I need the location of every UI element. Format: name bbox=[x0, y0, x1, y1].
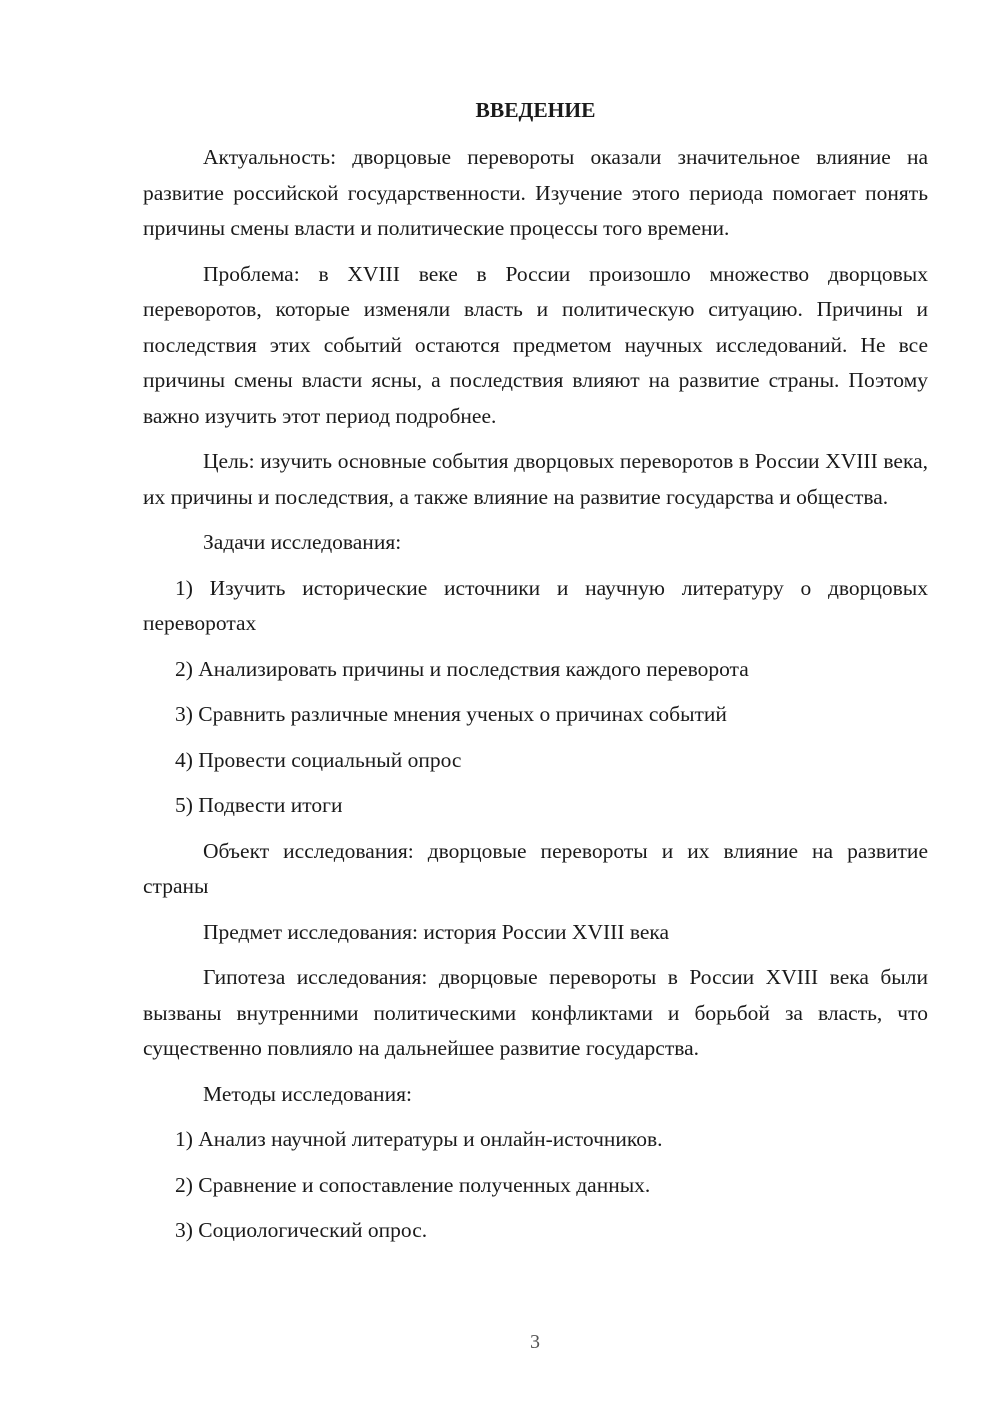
task-item: 3) Сравнить различные мнения ученых о причинах событий bbox=[175, 702, 727, 726]
task-item: 2) Анализировать причины и последствия каждого переворота bbox=[175, 656, 749, 681]
relevance-paragraph: Актуальность: дворцовые перевороты оказали значительное влияние на развитие российской государственности. Изучение этого периода помогает понять причины смены власти и политические процессы того времени. bbox=[143, 145, 928, 240]
task-item: 1) Изучить исторические источники и научную литературу о дворцовых переворотах bbox=[143, 575, 928, 635]
task-item: 4) Провести социальный опрос bbox=[175, 747, 462, 772]
page-number: 3 bbox=[530, 1331, 540, 1353]
method-item: 2) Сравнение и сопоставление полученных данных. bbox=[175, 1172, 651, 1197]
goal-paragraph: Цель: изучить основные события дворцовых переворотов в России XVIII века, их причины и последствия, а также влияние на развитие государства и общества. bbox=[143, 449, 928, 509]
tasks-heading: Задачи исследования: bbox=[203, 530, 402, 554]
object-paragraph: Объект исследования: дворцовые перевороты и их влияние на развитие страны bbox=[143, 838, 928, 898]
task-item: 5) Подвести итоги bbox=[175, 793, 343, 817]
problem-paragraph: Проблема: в XVIII веке в России произошло множество дворцовых переворотов, которые изменяли власть и политическую ситуацию. Причины и последствия этих событий остаются предметом научных исследований. Не все причины смены власти ясны, а последствия влияют на развитие страны. Поэтому важно изучить этот период подробнее. bbox=[143, 261, 928, 428]
document-page bbox=[143, 92, 928, 1259]
method-item: 3) Социологический опрос. bbox=[175, 1218, 428, 1242]
section-title: ВВЕДЕНИЕ bbox=[475, 98, 596, 122]
method-item: 1) Анализ научной литературы и онлайн-источников. bbox=[175, 1127, 663, 1151]
subject-paragraph: Предмет исследования: история России XVIII века bbox=[203, 919, 670, 944]
methods-heading: Методы исследования: bbox=[203, 1081, 412, 1106]
hypothesis-paragraph: Гипотеза исследования: дворцовые перевороты в России XVIII века были вызваны внутренними политическими конфликтами и борьбой за власть, что существенно повлияло на дальнейшее развитие государства. bbox=[143, 965, 928, 1060]
